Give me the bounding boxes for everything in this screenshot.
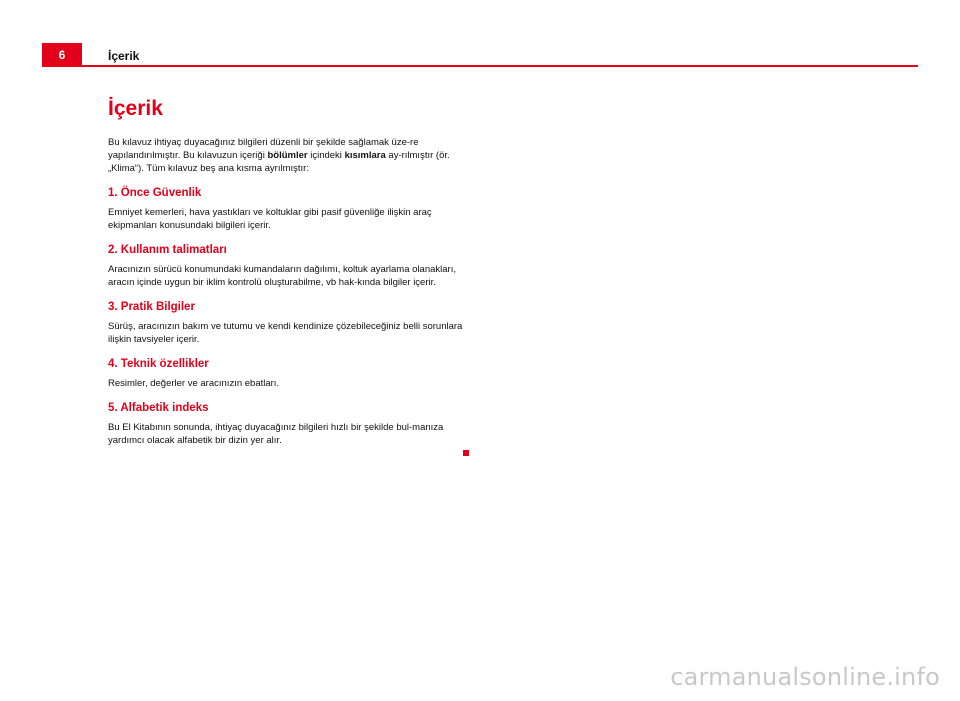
page-header <box>42 43 918 67</box>
section-body-practical: Sürüş, aracınızın bakım ve tutumu ve kendi kendinize çözebileceğiniz belli sorunlara ilişkin tavsiyeler içerir. <box>108 321 463 345</box>
section-heading-practical: 3. Pratik Bilgiler <box>108 301 195 313</box>
page-title: İçerik <box>108 97 163 120</box>
section-heading-safety: 1. Önce Güvenlik <box>108 187 202 199</box>
watermark: carmanualsonline.info <box>670 663 940 691</box>
section-heading-index: 5. Alfabetik indeks <box>108 402 209 414</box>
main-content <box>108 94 468 447</box>
intro-text-3: ay-rılmıştır (ör. „Klima“). Tüm kılavuz beş ana kısma ayrılmıştır: <box>108 150 450 174</box>
intro-bold-2: kısımlara <box>344 150 386 161</box>
intro-text-1: Bu kılavuz ihtiyaç duyacağınız bilgileri düzenli bir şekilde sağlamak üze-re yapılandırılmıştır. Bu kılavuzun içeriği <box>108 137 419 161</box>
section-heading-usage: 2. Kullanım talimatları <box>108 244 227 256</box>
end-square-icon <box>463 450 469 456</box>
section-body-usage: Aracınızın sürücü konumundaki kumandaların dağılımı, koltuk ayarlama olanakları, aracın içinde uygun bir iklim kontrolü oluşturabilme, vb hak-kında bilgiler içerir. <box>108 264 456 288</box>
section-heading-technical: 4. Teknik özellikler <box>108 358 209 370</box>
section-body-index: Bu El Kitabının sonunda, ihtiyaç duyacağınız bilgileri hızlı bir şekilde bul-manıza yardımcı olacak alfabetik bir dizin yer alır. <box>108 422 444 446</box>
header-rule <box>82 65 918 67</box>
section-body-safety: Emniyet kemerleri, hava yastıkları ve koltuklar gibi pasif güvenliğe ilişkin araç ekipmanları konusundaki bilgileri içerir. <box>108 207 432 231</box>
intro-bold-1: bölümler <box>267 150 308 161</box>
section-body-technical: Resimler, değerler ve aracınızın ebatları. <box>108 378 280 389</box>
intro-paragraph <box>108 136 468 175</box>
intro-text-2: içindeki <box>307 150 345 161</box>
header-title: İçerik <box>108 49 140 63</box>
page-number: 6 <box>42 43 82 67</box>
